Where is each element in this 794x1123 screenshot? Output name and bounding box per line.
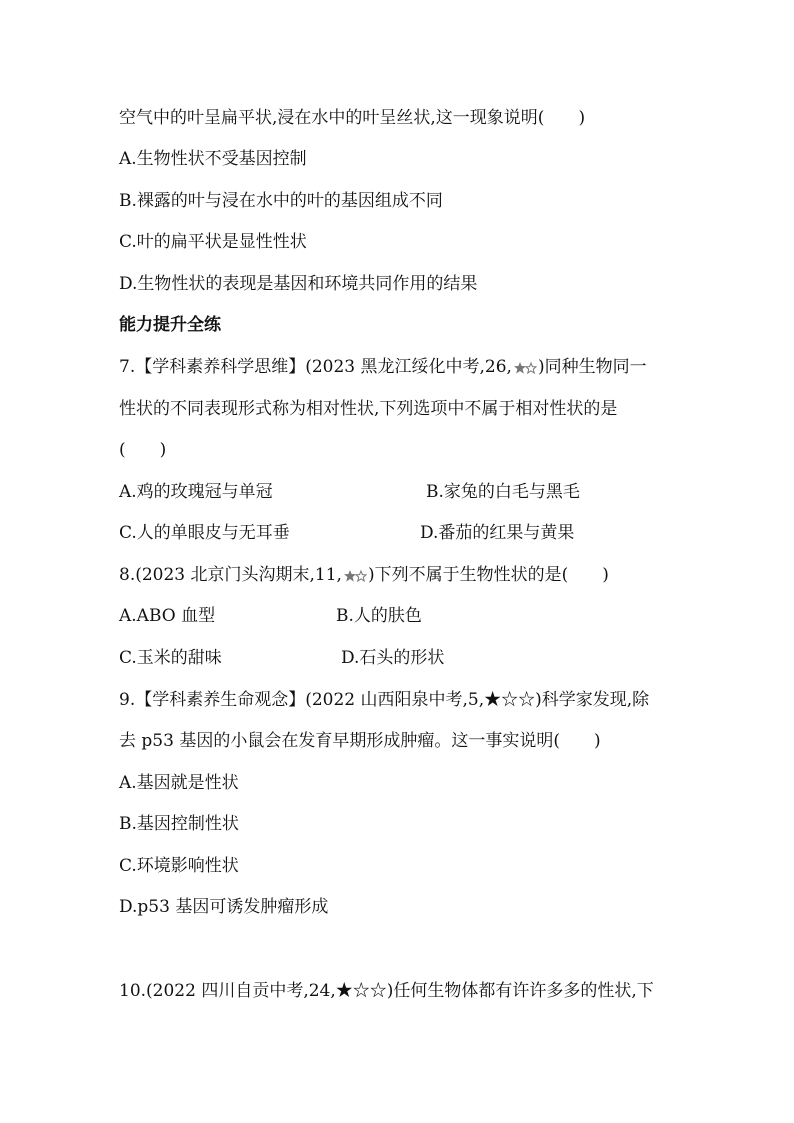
q6-option-a: A.生物性状不受基因控制	[119, 149, 307, 169]
q6-option-c: C.叶的扁平状是显性性状	[119, 232, 307, 252]
q7-option-d: D.番茄的红果与黄果	[420, 523, 575, 543]
q8-suffix: )下列不属于生物性状的是( )	[367, 565, 609, 585]
q10-line1: 10.(2022 四川自贡中考,24,★☆☆)任何生物体都有许许多多的性状,下	[119, 981, 654, 1001]
q7-suffix: )同种生物同一	[537, 357, 647, 377]
q9-option-a: A.基因就是性状	[119, 773, 239, 793]
q8-option-b: B.人的肤色	[336, 606, 422, 626]
section-title: 能力提升全练	[119, 315, 221, 335]
q7-prefix: 7.【学科素养科学思维】(2023 黑龙江绥化中考,26,	[119, 357, 512, 377]
q7-option-a: A.鸡的玫瑰冠与单冠	[119, 482, 273, 502]
q9-line1: 9.【学科素养生命观念】(2022 山西阳泉中考,5,★☆☆)科学家发现,除	[119, 690, 650, 710]
q9-option-d: D.p53 基因可诱发肿瘤形成	[119, 897, 329, 917]
q6-option-d: D.生物性状的表现是基因和环境共同作用的结果	[119, 274, 478, 294]
q8-line1	[119, 563, 609, 587]
q7-option-b: B.家兔的白毛与黑毛	[426, 482, 580, 502]
q9-line2: 去 p53 基因的小鼠会在发育早期形成肿瘤。这一事实说明( )	[119, 731, 601, 751]
q9-option-c: C.环境影响性状	[119, 856, 239, 876]
q8-option-d: D.石头的形状	[341, 648, 445, 668]
difficulty-stars-icon	[513, 361, 537, 375]
q9-option-b: B.基因控制性状	[119, 814, 239, 834]
q7-line1	[119, 355, 647, 379]
q7-line3: ( )	[119, 440, 167, 460]
q8-option-a: A.ABO 血型	[119, 606, 216, 626]
q6-stem-tail: 空气中的叶呈扁平状,浸在水中的叶呈丝状,这一现象说明( )	[119, 108, 586, 128]
q7-option-c: C.人的单眼皮与无耳垂	[119, 523, 290, 543]
difficulty-stars-icon	[343, 569, 367, 583]
q8-prefix: 8.(2023 北京门头沟期末,11,	[119, 565, 342, 585]
q8-option-c: C.玉米的甜味	[119, 648, 222, 668]
q7-line2: 性状的不同表现形式称为相对性状,下列选项中不属于相对性状的是	[119, 399, 618, 419]
q6-option-b: B.裸露的叶与浸在水中的叶的基因组成不同	[119, 191, 443, 211]
